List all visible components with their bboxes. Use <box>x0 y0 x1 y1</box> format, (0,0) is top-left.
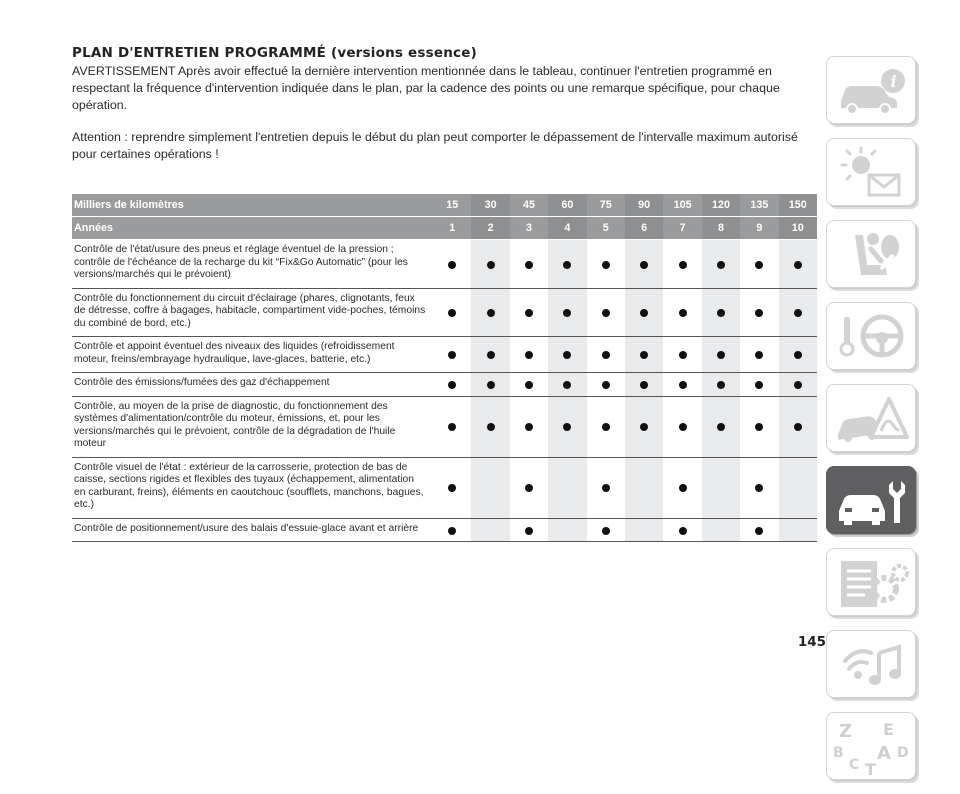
km-header-cell: 30 <box>471 194 509 217</box>
interval-cell <box>548 240 586 289</box>
maintenance-dot <box>563 261 571 269</box>
interval-cell <box>779 457 817 518</box>
maintenance-dot <box>679 261 687 269</box>
chapter-tab-vehicle-info[interactable] <box>826 56 916 124</box>
interval-cell <box>510 457 548 518</box>
interval-cell <box>663 240 701 289</box>
maintenance-dot <box>794 381 802 389</box>
maintenance-dot <box>448 423 456 431</box>
maintenance-dot <box>602 484 610 492</box>
maintenance-dot <box>563 423 571 431</box>
years-header-cell: 3 <box>510 217 548 240</box>
operation-label: Contrôle des émissions/fumées des gaz d'échappement <box>72 373 433 397</box>
interval-cell <box>625 240 663 289</box>
interval-cell <box>471 240 509 289</box>
interval-cell <box>433 337 471 373</box>
index-letter: T <box>865 760 876 779</box>
interval-cell <box>663 288 701 337</box>
interval-cell <box>548 457 586 518</box>
chapter-tab-starting-driving[interactable] <box>826 302 916 370</box>
interval-cell <box>625 396 663 457</box>
km-header-row <box>72 194 817 217</box>
interval-cell <box>779 373 817 397</box>
schedule-row <box>72 337 817 373</box>
maintenance-dot <box>717 309 725 317</box>
warning-paragraph: AVERTISSEMENT Après avoir effectué la dernière intervention mentionnée dans le tableau, continuer l'entretien programmé en respectant la fréquence d'intervention indiquée dans le plan, par la cadence des points ou une remarque spécifique, pour chaque opération. <box>72 64 780 112</box>
car-info-icon <box>827 57 917 125</box>
maintenance-dot <box>755 309 763 317</box>
maintenance-dot <box>525 381 533 389</box>
interval-cell <box>663 457 701 518</box>
chapter-tab-safety[interactable] <box>826 220 916 288</box>
interval-cell <box>510 240 548 289</box>
interval-cell <box>548 337 586 373</box>
maintenance-dot <box>448 351 456 359</box>
maintenance-dot <box>717 351 725 359</box>
operation-label: Contrôle visuel de l'état : extérieur de la carrosserie, protection de bas de caisse, sections rigides et flexibles des tuyaux (échappement, alimentation en carburant, freins), éléments en caoutchouc (soufflets, manchons, bagues, etc.) <box>72 457 433 518</box>
chapter-tab-technical-data[interactable] <box>826 548 916 616</box>
schedule-row <box>72 518 817 542</box>
interval-cell <box>663 337 701 373</box>
interval-cell <box>510 396 548 457</box>
interval-cell <box>471 337 509 373</box>
maintenance-dot <box>794 261 802 269</box>
maintenance-dot <box>525 351 533 359</box>
km-header-label: Milliers de kilomètres <box>72 194 433 217</box>
page-number: 145 <box>797 634 826 650</box>
interval-cell <box>433 396 471 457</box>
interval-cell <box>702 337 740 373</box>
interval-cell <box>510 373 548 397</box>
lights-message-icon <box>827 139 917 207</box>
interval-cell <box>740 288 778 337</box>
maintenance-dot <box>448 527 456 535</box>
interval-cell <box>548 518 586 542</box>
interval-cell <box>779 518 817 542</box>
interval-cell <box>663 396 701 457</box>
interval-cell <box>471 288 509 337</box>
index-letter: E <box>883 720 894 739</box>
maintenance-dot <box>525 484 533 492</box>
maintenance-dot <box>448 309 456 317</box>
interval-cell <box>779 337 817 373</box>
interval-cell <box>740 396 778 457</box>
km-header-cell: 150 <box>779 194 817 217</box>
maintenance-dot <box>525 423 533 431</box>
km-header-cell: 75 <box>587 194 625 217</box>
specs-gears-icon <box>827 549 917 617</box>
schedule-row <box>72 396 817 457</box>
interval-cell <box>702 240 740 289</box>
interval-cell <box>471 457 509 518</box>
maintenance-dot <box>640 309 648 317</box>
car-service-wrench-icon <box>827 467 917 535</box>
interval-cell <box>587 337 625 373</box>
years-header-cell: 7 <box>663 217 701 240</box>
maintenance-dot <box>679 351 687 359</box>
interval-cell <box>548 288 586 337</box>
years-header-cell: 10 <box>779 217 817 240</box>
maintenance-dot <box>755 261 763 269</box>
interval-cell <box>548 396 586 457</box>
maintenance-dot <box>563 381 571 389</box>
interval-cell <box>740 457 778 518</box>
operation-label: Contrôle et appoint éventuel des niveaux des liquides (refroidissement moteur, freins/embrayage hydraulique, lave-glaces, batterie, etc.) <box>72 337 433 373</box>
maintenance-dot <box>679 423 687 431</box>
interval-cell <box>587 373 625 397</box>
maintenance-dot <box>755 423 763 431</box>
maintenance-dot <box>602 309 610 317</box>
years-header-label: Années <box>72 217 433 240</box>
interval-cell <box>702 288 740 337</box>
page-header <box>72 44 817 163</box>
years-header-row <box>72 217 817 240</box>
interval-cell <box>433 288 471 337</box>
interval-cell <box>587 518 625 542</box>
years-header-cell: 5 <box>587 217 625 240</box>
page-title: PLAN D'ENTRETIEN PROGRAMMÉ (versions essence) <box>72 45 477 61</box>
maintenance-dot <box>487 381 495 389</box>
maintenance-dot <box>755 351 763 359</box>
maintenance-dot <box>717 381 725 389</box>
maintenance-dot <box>525 261 533 269</box>
interval-cell <box>702 518 740 542</box>
interval-cell <box>740 240 778 289</box>
maintenance-dot <box>487 351 495 359</box>
index-letter: D <box>897 745 909 761</box>
km-header-cell: 45 <box>510 194 548 217</box>
chapter-tab-index[interactable] <box>826 712 916 780</box>
interval-cell <box>663 373 701 397</box>
maintenance-dot <box>679 309 687 317</box>
schedule-row <box>72 240 817 289</box>
interval-cell <box>471 518 509 542</box>
interval-cell <box>625 373 663 397</box>
interval-cell <box>510 518 548 542</box>
interval-cell <box>702 396 740 457</box>
index-letter: B <box>833 745 844 761</box>
key-steering-wheel-icon <box>827 303 917 371</box>
interval-cell <box>587 396 625 457</box>
km-header-cell: 90 <box>625 194 663 217</box>
maintenance-schedule-table <box>72 194 817 542</box>
maintenance-dot <box>794 423 802 431</box>
interval-cell <box>779 288 817 337</box>
maintenance-dot <box>640 261 648 269</box>
maintenance-dot <box>602 351 610 359</box>
interval-cell <box>510 288 548 337</box>
chapter-tabs-sidebar <box>826 56 920 794</box>
chapter-tab-multimedia[interactable] <box>826 630 916 698</box>
interval-cell <box>471 373 509 397</box>
maintenance-dot <box>448 261 456 269</box>
interval-cell <box>740 337 778 373</box>
interval-cell <box>587 240 625 289</box>
maintenance-dot <box>679 381 687 389</box>
maintenance-dot <box>487 261 495 269</box>
interval-cell <box>433 240 471 289</box>
index-letter: Z <box>839 721 853 742</box>
interval-cell <box>779 396 817 457</box>
interval-cell <box>433 518 471 542</box>
years-header-cell: 6 <box>625 217 663 240</box>
svg-text:i: i <box>890 72 897 91</box>
years-header-cell: 9 <box>740 217 778 240</box>
maintenance-dot <box>602 423 610 431</box>
maintenance-dot <box>679 484 687 492</box>
maintenance-dot <box>487 423 495 431</box>
interval-cell <box>510 337 548 373</box>
chapter-tab-dashboard[interactable] <box>826 138 916 206</box>
chapter-tab-emergency[interactable] <box>826 384 916 452</box>
maintenance-dot <box>448 381 456 389</box>
interval-cell <box>471 396 509 457</box>
maintenance-dot <box>640 381 648 389</box>
maintenance-dot <box>640 423 648 431</box>
maintenance-dot <box>602 261 610 269</box>
interval-cell <box>779 240 817 289</box>
interval-cell <box>740 518 778 542</box>
maintenance-dot <box>717 423 725 431</box>
multimedia-music-icon <box>827 631 917 699</box>
maintenance-dot <box>755 484 763 492</box>
years-header-cell: 2 <box>471 217 509 240</box>
alphabetical-index-icon <box>827 713 917 781</box>
maintenance-dot <box>640 351 648 359</box>
emergency-warning-icon <box>827 385 917 453</box>
maintenance-dot <box>525 527 533 535</box>
operation-label: Contrôle de positionnement/usure des balais d'essuie-glace avant et arrière <box>72 518 433 542</box>
km-header-cell: 120 <box>702 194 740 217</box>
interval-cell <box>548 373 586 397</box>
km-header-cell: 105 <box>663 194 701 217</box>
interval-cell <box>663 518 701 542</box>
maintenance-dot <box>717 261 725 269</box>
attention-paragraph: Attention : reprendre simplement l'entretien depuis le début du plan peut comporter le dépassement de l'intervalle maximum autorisé pour certaines opérations ! <box>72 130 798 161</box>
interval-cell <box>702 373 740 397</box>
maintenance-dot <box>755 381 763 389</box>
km-header-cell: 15 <box>433 194 471 217</box>
interval-cell <box>625 288 663 337</box>
operation-label: Contrôle, au moyen de la prise de diagnostic, du fonctionnement des systèmes d'alimentation/contrôle du moteur, émissions, et, pour les versions/marchés qui le prévoient, contrôle de la dégradation de l'huile moteur <box>72 396 433 457</box>
interval-cell <box>740 373 778 397</box>
maintenance-dot <box>487 309 495 317</box>
maintenance-dot <box>755 527 763 535</box>
interval-cell <box>587 288 625 337</box>
years-header-cell: 4 <box>548 217 586 240</box>
maintenance-dot <box>448 484 456 492</box>
index-letter: C <box>849 757 860 773</box>
years-header-cell: 1 <box>433 217 471 240</box>
maintenance-dot <box>563 309 571 317</box>
index-letter: A <box>877 743 891 764</box>
years-header-cell: 8 <box>702 217 740 240</box>
interval-cell <box>625 457 663 518</box>
maintenance-dot <box>794 351 802 359</box>
schedule-row <box>72 288 817 337</box>
interval-cell <box>587 457 625 518</box>
operation-label: Contrôle du fonctionnement du circuit d'éclairage (phares, clignotants, feux de détresse, coffre à bagages, habitacle, compartiment vide-poches, témoins du combiné de bord, etc.) <box>72 288 433 337</box>
maintenance-dot <box>563 351 571 359</box>
schedule-row <box>72 457 817 518</box>
maintenance-dot <box>679 527 687 535</box>
airbag-seat-icon <box>827 221 917 289</box>
interval-cell <box>625 337 663 373</box>
maintenance-dot <box>602 527 610 535</box>
operation-label: Contrôle de l'état/usure des pneus et réglage éventuel de la pression ; contrôle de l'échéance de la recharge du kit “Fix&Go Automatic” (pour les versions/marchés qui le prévoient) <box>72 240 433 289</box>
km-header-cell: 60 <box>548 194 586 217</box>
maintenance-dot <box>602 381 610 389</box>
maintenance-dot <box>525 309 533 317</box>
interval-cell <box>433 457 471 518</box>
chapter-tab-maintenance[interactable] <box>826 466 916 534</box>
maintenance-dot <box>794 309 802 317</box>
interval-cell <box>433 373 471 397</box>
schedule-row <box>72 373 817 397</box>
interval-cell <box>702 457 740 518</box>
interval-cell <box>625 518 663 542</box>
km-header-cell: 135 <box>740 194 778 217</box>
